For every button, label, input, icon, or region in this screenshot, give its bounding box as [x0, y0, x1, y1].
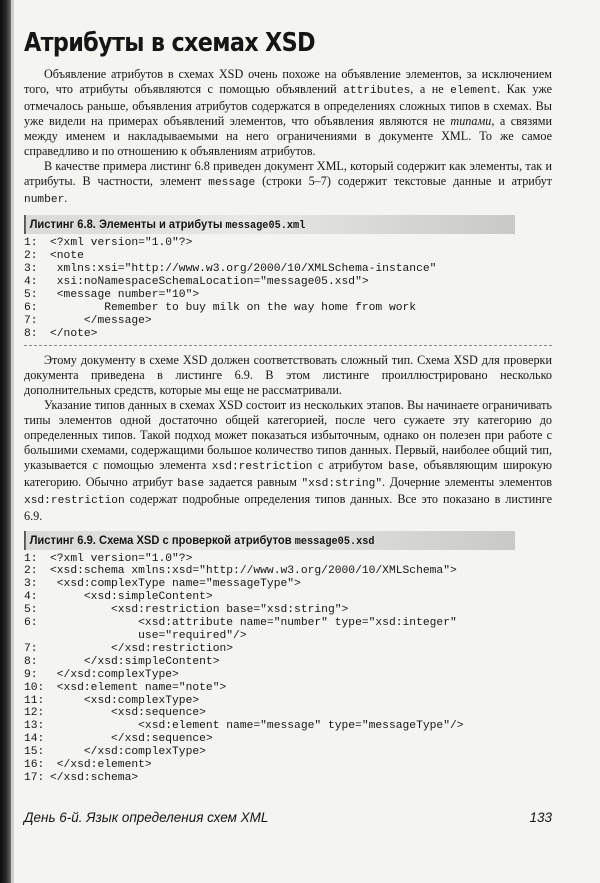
line-text: </note>	[50, 327, 98, 340]
line-number: 12:	[24, 707, 45, 720]
line-number: 7:	[24, 314, 38, 327]
code-line	[24, 759, 552, 772]
paragraph-2: В качестве примера листинг 6.8 приведен документ XML, который содержит как элементы, так и атрибуты. В частности, элемент message (строки 5–7) содержит текстовые данные и атрибут number.	[24, 159, 552, 207]
code-line	[24, 315, 552, 328]
line-text: xsi:noNamespaceSchemaLocation="message05.xsd">	[50, 276, 369, 289]
line-number: 14:	[24, 733, 45, 746]
line-text: <xsd:restriction base="xsd:string">	[50, 604, 349, 617]
code-line	[24, 707, 552, 720]
line-text: xmlns:xsi="http://www.w3.org/2000/10/XMLSchema-instance"	[50, 263, 437, 276]
page-edge	[11, 0, 14, 883]
line-number: 5:	[24, 604, 38, 617]
line-text: <xsd:sequence>	[50, 707, 206, 720]
line-text: <xsd:complexType name="messageType">	[50, 578, 301, 591]
line-number: 15:	[24, 746, 45, 759]
line-number: 1:	[24, 237, 38, 250]
paragraph-3: Этому документу в схеме XSD должен соответствовать сложный тип. Схема XSD для проверки документа приведена в листинге 6.9. В этом листинге проиллюстрировано несколько дополнительных средств, которые мы еще не рассматривали.	[24, 352, 552, 397]
line-number: 2:	[24, 250, 38, 263]
code-line	[24, 746, 552, 759]
code-line	[24, 682, 552, 695]
line-text: <xsd:attribute name="number" type="xsd:integer"	[50, 617, 457, 630]
line-text: <xsd:simpleContent>	[50, 591, 213, 604]
line-text: <xsd:schema xmlns:xsd="http://www.w3.org/2000/10/XMLSchema">	[50, 565, 457, 578]
code-line	[24, 263, 552, 276]
line-text: use="required"/>	[50, 629, 247, 642]
line-number: 6:	[24, 617, 38, 630]
code-line	[24, 695, 552, 708]
line-number: 17:	[24, 771, 45, 784]
code-line	[24, 669, 552, 682]
line-text: </xsd:simpleContent>	[50, 655, 220, 668]
line-number: 4:	[24, 276, 38, 289]
running-footer-title: День 6-й. Язык определения схем XML	[24, 810, 269, 825]
code-line	[24, 630, 552, 643]
code-line	[24, 720, 552, 733]
code-line	[24, 289, 552, 302]
line-number: 7:	[24, 642, 38, 655]
line-number: 8:	[24, 327, 38, 340]
line-text: <xsd:complexType>	[50, 694, 200, 707]
listing-6-8-title: Листинг 6.8. Элементы и атрибуты message05.xml	[24, 215, 515, 234]
line-number: 3:	[24, 263, 38, 276]
paragraph-1: Объявление атрибутов в схемах XSD очень похоже на объявление элементов, за исключением того, что атрибуты объявляются с помощью объявлений attributes, а не element. Как уже отмечалось раньше, объявления атрибутов содержатся в определениях сложных типов в схемах. Вы уже видели на примерах объявлений элементов, что объявления являются не типами, а связями между именем и накладываемыми на него ограничениями в документе XML. То же самое справедливо и по отношению к объявлениям атрибутов.	[24, 67, 553, 159]
line-number: 10:	[24, 681, 45, 694]
line-text: <?xml version="1.0"?>	[50, 237, 193, 250]
line-text: <?xml version="1.0"?>	[50, 552, 193, 565]
code-line	[24, 553, 552, 566]
line-number: 8:	[24, 655, 38, 668]
book-spine-shadow	[0, 0, 11, 883]
code-line	[24, 276, 552, 289]
listing-6-8-code	[24, 236, 552, 345]
line-text: </xsd:schema>	[50, 771, 139, 784]
page-footer	[24, 810, 552, 825]
code-line	[24, 237, 552, 250]
line-text: <xsd:element name="message" type="messageType"/>	[50, 720, 464, 733]
line-number: 9:	[24, 668, 38, 681]
line-number: 11:	[24, 694, 45, 707]
code-line	[24, 328, 552, 341]
code-line	[24, 656, 552, 669]
listing-6-9-title: Листинг 6.9. Схема XSD с проверкой атрибутов message05.xsd	[24, 531, 515, 550]
line-text: </xsd:complexType>	[50, 668, 179, 681]
line-text: </message>	[50, 314, 152, 327]
line-text: <note	[50, 250, 84, 263]
code-line	[24, 591, 552, 604]
code-line	[24, 250, 552, 263]
line-text: </xsd:element>	[50, 759, 152, 772]
code-line	[24, 302, 552, 315]
line-number: 6:	[24, 301, 38, 314]
code-line	[24, 617, 552, 630]
code-line	[24, 772, 552, 785]
listing-6-9-code	[24, 552, 552, 789]
page-number: 133	[529, 810, 552, 825]
code-line	[24, 643, 552, 656]
code-line	[24, 578, 552, 591]
line-number: 5:	[24, 288, 38, 301]
code-line	[24, 565, 552, 578]
line-text: </xsd:complexType>	[50, 746, 206, 759]
line-number: 1:	[24, 552, 38, 565]
line-text: </xsd:sequence>	[50, 733, 213, 746]
line-number: 3:	[24, 578, 38, 591]
page-content	[24, 30, 552, 796]
line-text: <message number="10">	[50, 288, 200, 301]
line-number: 4:	[24, 591, 38, 604]
line-number: 13:	[24, 720, 45, 733]
line-text: </xsd:restriction>	[50, 642, 234, 655]
section-heading: Атрибуты в схемах XSD	[24, 28, 315, 58]
line-text: Remember to buy milk on the way home from work	[50, 301, 417, 314]
line-number: 16:	[24, 759, 45, 772]
code-line	[24, 733, 552, 746]
line-text: <xsd:element name="note">	[50, 681, 227, 694]
paragraph-4: Указание типов данных в схемах XSD состоит из нескольких этапов. Вы начинаете ограничивать типы элементов одной достаточно общей категорией, после чего сужаете эту категорию до определенных типов. Такой подход может показаться избыточным, однако он полезен при работе с большими схемами, содержащими большое количество типов данных. Первый, наиболее общий тип, указывается с помощью элемента xsd:restriction с атрибутом base, объявляющим широкую категорию. Обычно атрибут base задается равным "xsd:string". Дочерние элементы элементов xsd:restriction содержат подробные определения типов данных. Все это показано в листинге 6.9.	[24, 397, 552, 523]
line-number: 2:	[24, 565, 38, 578]
code-line	[24, 604, 552, 617]
